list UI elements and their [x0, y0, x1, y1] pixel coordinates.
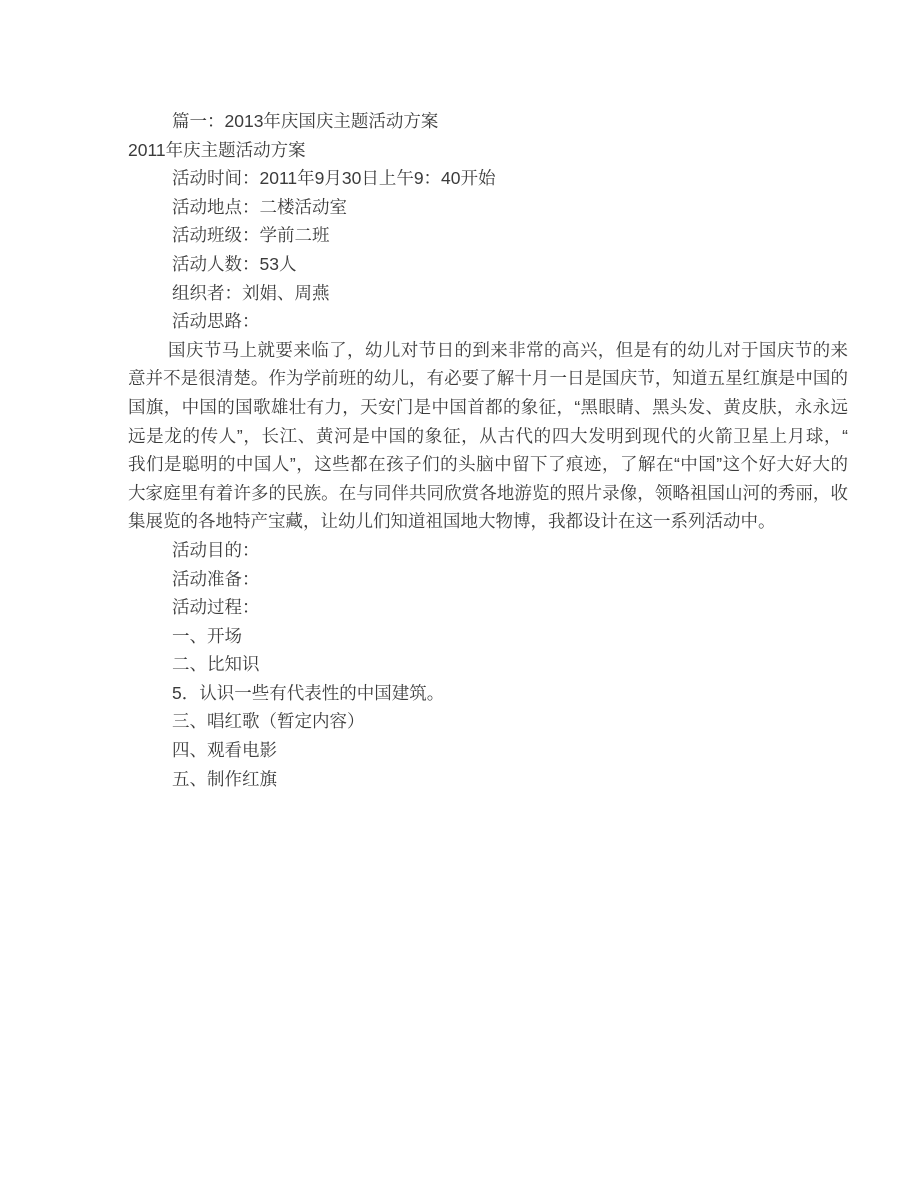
intro-paragraph — [128, 336, 848, 536]
plan-title: 2011年庆主题活动方案 — [128, 139, 306, 160]
organizers: 组织者：刘娟、周燕 — [172, 282, 330, 303]
intro-paragraph-line: 国庆节马上就要来临了，幼儿对节日的到来非常的高兴，但是有的幼儿对于国庆节的来 — [168, 339, 848, 360]
intro-paragraph-line: 意并不是很清楚。作为学前班的幼儿，有必要了解十月一日是国庆节，知道五星红旗是中国的 — [128, 368, 848, 389]
activity-time: 活动时间：2011年9月30日上午9：40开始 — [172, 168, 496, 189]
activity-idea-label: 活动思路： — [172, 311, 260, 332]
intro-paragraph-line: 国旗，中国的国歌雄壮有力，天安门是中国首都的象征，“黑眼睛、黑头发、黄皮肤，永永远 — [128, 396, 848, 417]
step-4-watch-movie: 四、观看电影 — [172, 740, 277, 761]
step-3-red-songs: 三、唱红歌（暂定内容） — [172, 711, 365, 732]
step-5-make-flag: 五、制作红旗 — [172, 768, 277, 789]
step-2-knowledge-contest: 二、比知识 — [172, 654, 260, 675]
step-1-opening: 一、开场 — [172, 625, 242, 646]
activity-headcount: 活动人数：53人 — [172, 253, 297, 274]
intro-paragraph-line: 我们是聪明的中国人”，这些都在孩子们的头脑中留下了痕迹，了解在“中国”这个好大好大的 — [128, 454, 848, 475]
intro-paragraph-line: 大家庭里有着许多的民族。在与同伴共同欣赏各地游览的照片录像，领略祖国山河的秀丽，收 — [128, 482, 848, 503]
activity-class: 活动班级：学前二班 — [172, 225, 330, 246]
activity-preparation-label: 活动准备： — [172, 568, 260, 589]
item-5-china-buildings: 5．认识一些有代表性的中国建筑。 — [172, 682, 445, 703]
excerpt-title: 篇一：2013年庆国庆主题活动方案 — [172, 111, 439, 131]
activity-process-label: 活动过程： — [172, 597, 260, 618]
activity-goal-label: 活动目的： — [172, 539, 260, 560]
intro-paragraph-line: 集展览的各地特产宝藏，让幼儿们知道祖国地大物博，我都设计在这一系列活动中。 — [128, 511, 776, 532]
intro-paragraph-line: 远是龙的传人”，长江、黄河是中国的象征，从古代的四大发明到现代的火箭卫星上月球，“ — [128, 425, 848, 446]
activity-location: 活动地点：二楼活动室 — [172, 196, 347, 217]
